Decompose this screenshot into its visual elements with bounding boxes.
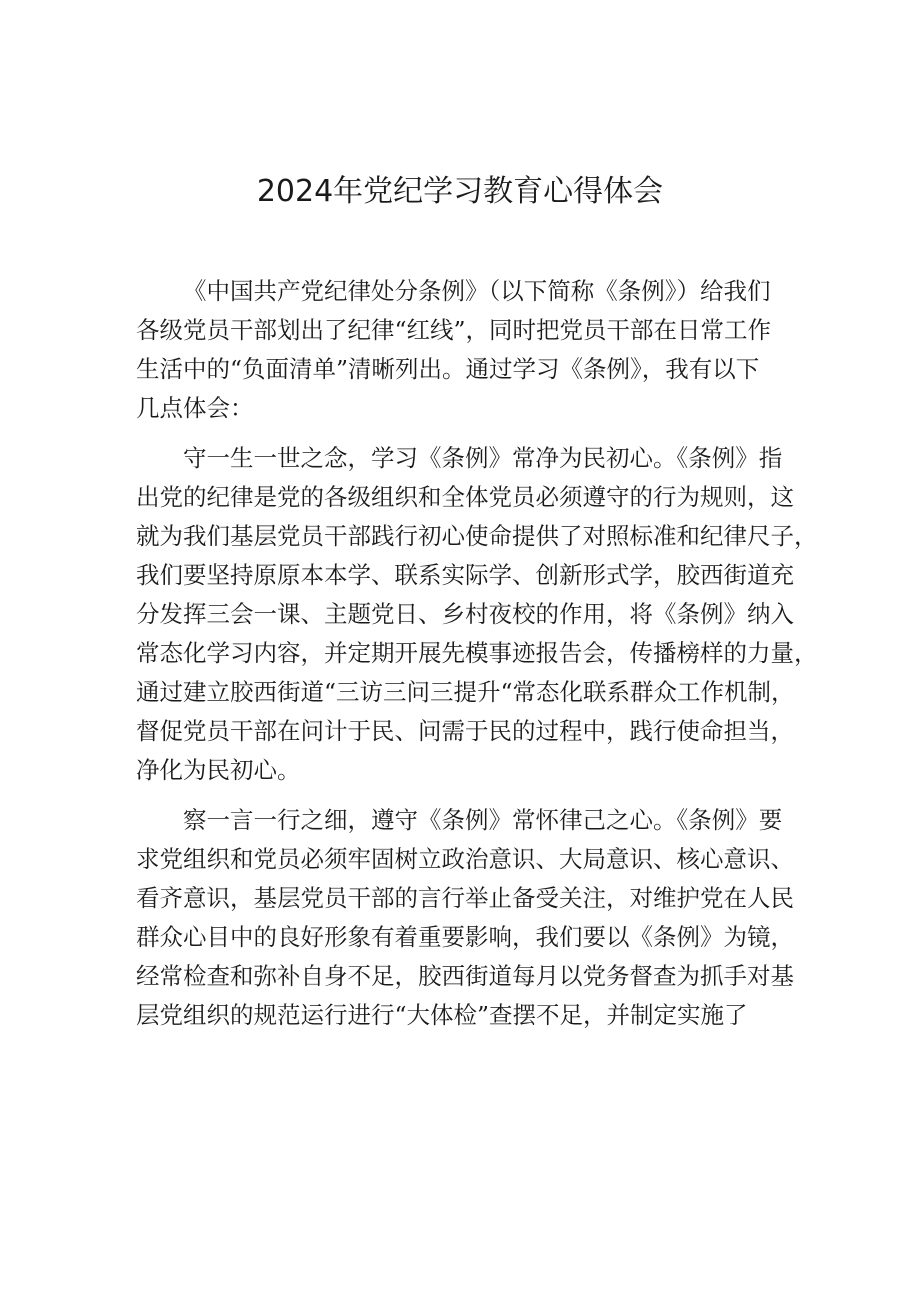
paragraph-line: 督促党员干部在问计于民、问需于民的过程中，践行使命担当，: [136, 717, 794, 745]
paragraph-gap: [136, 790, 796, 801]
paragraph-line: 几点体会：: [136, 394, 254, 422]
paragraph-line: 通过建立胶西街道“三访三问三提升“常态化联系群众工作机制，: [136, 678, 795, 706]
paragraph-line: 生活中的“负面清单”清晰列出。通过学习《条例》，我有以下: [136, 355, 760, 383]
paragraph-line: 出党的纪律是党的各级组织和全体党员必须遵守的行为规则，这: [136, 483, 794, 511]
paragraph-line: 求党组织和党员必须牢固树立政治意识、大局意识、核心意识、: [136, 845, 794, 873]
document-body: [136, 272, 818, 1035]
paragraph-line: 就为我们基层党员干部践行初心使命提供了对照标准和纪律尺子，: [136, 522, 818, 550]
paragraph-study: [136, 439, 818, 790]
paragraph-gap: [136, 428, 796, 439]
paragraph-line: 看齐意识，基层党员干部的言行举止备受关注，对维护党在人民: [136, 884, 794, 912]
paragraph-line: 经常检查和弥补自身不足，胶西街道每月以党务督查为抓手对基: [136, 962, 794, 990]
paragraph-line: 我们要坚持原原本本学、联系实际学、创新形式学，胶西街道充: [136, 561, 794, 589]
paragraph-line: 层党组织的规范运行进行“大体检”查摆不足，并制定实施了: [136, 1001, 748, 1029]
paragraph-line: 守一生一世之念，学习《条例》常净为民初心。《条例》指: [183, 444, 783, 472]
paragraph-line: 分发挥三会一课、主题党日、乡村夜校的作用，将《条例》纳入: [136, 600, 794, 628]
paragraph-line: 常态化学习内容，并定期开展先模事迹报告会，传播榜样的力量，: [136, 639, 818, 667]
document-title: 2024年党纪学习教育心得体会: [256, 174, 664, 209]
paragraph-line: 群众心目中的良好形象有着重要影响，我们要以《条例》为镜，: [136, 923, 794, 951]
paragraph-intro: [136, 272, 796, 428]
paragraph-line: 各级党员干部划出了纪律“红线”，同时把党员干部在日常工作: [136, 316, 772, 344]
paragraph-line: 净化为民初心。: [136, 756, 301, 784]
paragraph-line: 察一言一行之细，遵守《条例》常怀律己之心。《条例》要: [183, 806, 783, 834]
paragraph-observe: [136, 801, 796, 1035]
paragraph-line: 《中国共产党纪律处分条例》（以下简称《条例》）给我们: [183, 277, 771, 305]
